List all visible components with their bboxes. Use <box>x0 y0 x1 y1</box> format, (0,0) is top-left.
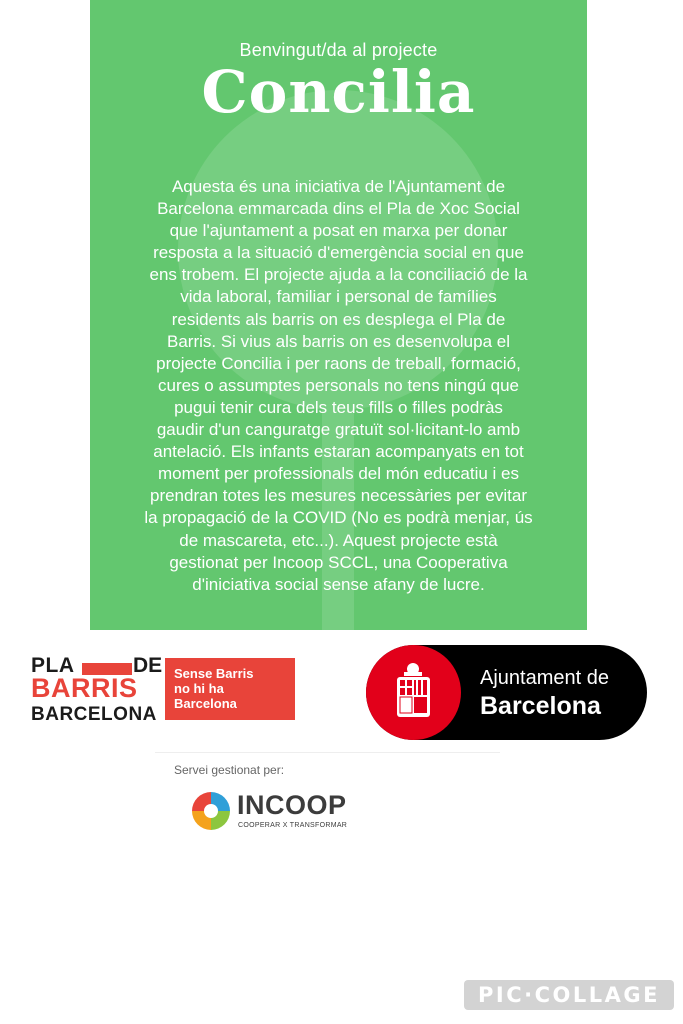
managed-by-label: Servei gestionat per: <box>174 763 285 777</box>
slogan-line: no hi ha <box>174 681 224 696</box>
description-line: prendran totes les mesures necessàries per evitar <box>149 486 527 506</box>
description-line: Barcelona emmarcada dins el Pla de Xoc Social <box>157 199 520 219</box>
description-line: de mascareta, etc...). Aquest projecte està <box>179 530 498 550</box>
description-line: Aquesta és una iniciativa de l'Ajuntament de <box>171 177 506 196</box>
ajuntament-line: Ajuntament de <box>480 667 609 689</box>
description-line: d'iniciativa social sense afany de lucre. <box>192 574 485 594</box>
pla-word: PLA <box>31 654 75 677</box>
divider <box>155 752 500 753</box>
project-description <box>114 176 563 596</box>
pic-collage-watermark: PIC·COLLAGE <box>464 980 674 1010</box>
intro-panel <box>90 0 587 630</box>
description-line: antelació. Els infants estaran acompanyats en tot <box>153 442 524 462</box>
ajuntament-wordmark <box>480 667 609 721</box>
incoop-tagline: COOPERAR X TRANSFORMAR <box>238 822 348 829</box>
incoop-name: INCOOP <box>237 790 347 820</box>
description-line: moment per professionals del món educatiu i es <box>158 464 519 484</box>
sense-barris-slogan <box>165 658 295 720</box>
description-line: projecte Concilia i per raons de treball, formació, <box>156 353 521 373</box>
slogan-line: Barcelona <box>174 696 237 711</box>
incoop-pinwheel-icon <box>190 790 232 832</box>
description-line: vida laboral, familiar i personal de famílies <box>180 287 497 307</box>
project-title: Concilia <box>201 58 476 126</box>
description-line: gaudir d'un canguratge gratuït sol·licitant-lo amb <box>156 420 521 440</box>
barris-word: BARRIS <box>31 673 138 703</box>
de-word: DE <box>133 654 163 677</box>
pla-de-barris-logo <box>27 648 297 724</box>
description-line: Barris. Si vius als barris on es desenvolupa el <box>167 331 510 351</box>
coat-of-arms-icon <box>366 645 461 740</box>
barcelona-word: BARCELONA <box>31 704 157 725</box>
welcome-text: Benvingut/da al projecte <box>239 40 438 60</box>
ajuntament-barcelona-logo <box>366 645 647 740</box>
incoop-logo <box>190 788 370 836</box>
description-line: pugui tenir cura dels teus fills o filles podràs <box>174 397 503 417</box>
description-line: la propagació de la COVID (No es podrà menjar, ús <box>144 508 533 528</box>
description-line: que l'ajuntament a posat en marxa per donar <box>169 221 508 241</box>
description-line: cures o assumptes personals no tens ningú que <box>157 375 519 395</box>
slogan-line: Sense Barris <box>174 666 254 681</box>
description-line: gestionat per Incoop SCCL, una Cooperativa <box>169 552 508 572</box>
description-line: residents als barris on es desplega el Pla de <box>171 309 506 329</box>
description-line: resposta a la situació d'emergència social en que <box>153 243 524 263</box>
description-line: ens trobem. El projecte ajuda a la conciliació de la <box>149 265 528 285</box>
barcelona-line: Barcelona <box>480 692 601 720</box>
